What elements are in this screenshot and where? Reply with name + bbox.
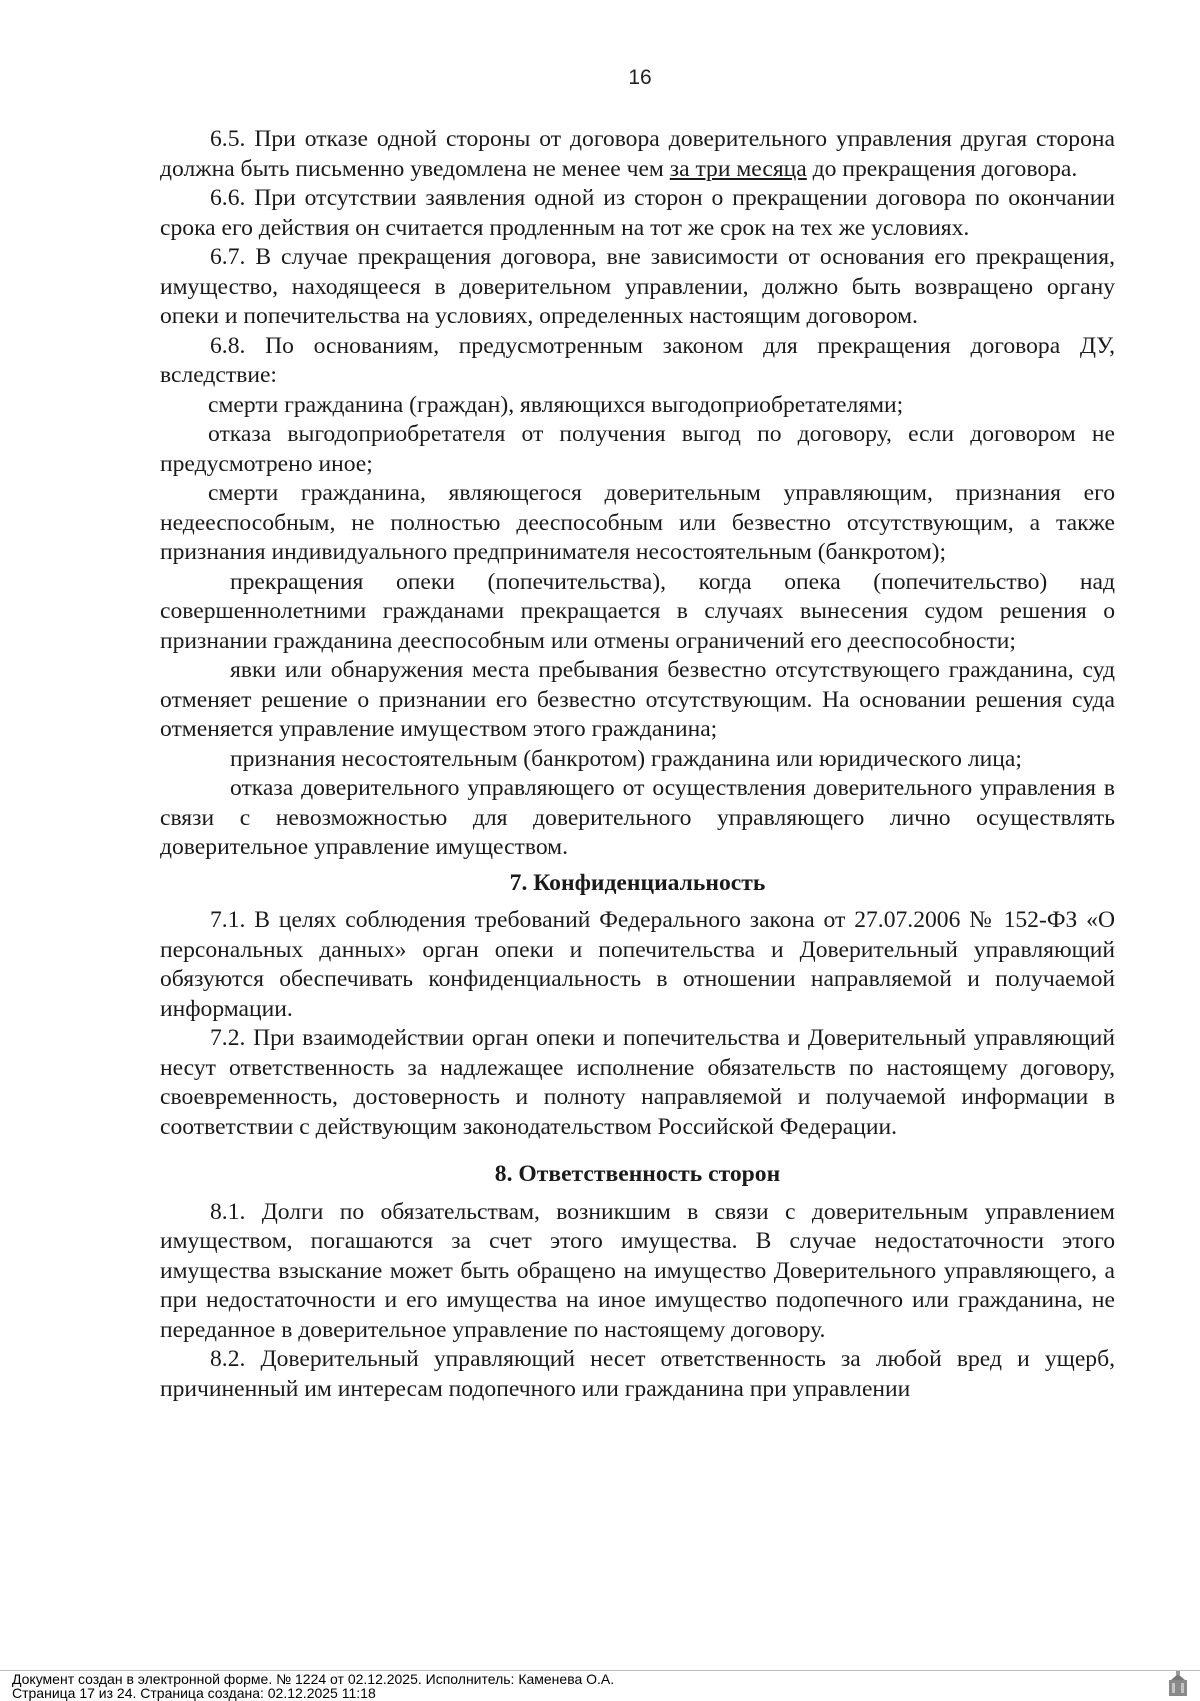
paragraph-6-7: 6.7. В случае прекращения договора, вне зависимости от основания его прекращения, имущество, находящееся в доверительном управлении, должно быть возвращено органу опеки и попечительства на условиях, определенных настоящим договором. [160, 244, 1115, 329]
document-footer [0, 1670, 1200, 1699]
paragraph-6-5-text: 6.5. При отказе одной стороны от договора доверительного управления другая сторона должна быть письменно уведомлена не менее чем [160, 126, 1115, 182]
paragraph-6-5 [160, 125, 1115, 184]
list-item: смерти гражданина (граждан), являющихся выгодоприобретателями; [208, 391, 904, 418]
paragraph-6-5-tail: до прекращения договора. [806, 155, 1078, 182]
paragraph-8-1: 8.1. Долги по обязательствам, возникшим в связи с доверительным управлением имуществом, погашаются за счет этого имущества. В случае недостаточности этого имущества взыскание может быть обращено на имущество Доверительного управляющего, а при недостаточности и его имущества на иное имущество подопечного или гражданина, не переданное в доверительное управление по настоящему договору. [160, 1198, 1115, 1343]
underlined-term: за три месяца [669, 155, 807, 182]
page-number: 16 [628, 66, 652, 89]
list-item: прекращения опеки (попечительства), когда опека (попечительство) над совершеннолетними гражданами прекращается в случаях вынесения судом решения о признании гражданина дееспособным или отмены ограничений его дееспособности; [160, 568, 1115, 654]
footer-text [12, 1672, 614, 1700]
paragraph-6-6: 6.6. При отсутствии заявления одной из сторон о прекращении договора по окончании срока его действия он считается продленным на тот же срок на тех же условиях. [160, 185, 1115, 241]
footer-line-1: Документ создан в электронной форме. № 1224 от 02.12.2025. Исполнитель: Каменева О.А. [12, 1671, 615, 1687]
section-heading-liability: 8. Ответственность сторон [494, 1161, 781, 1187]
paragraph-8-2: 8.2. Доверительный управляющий несет ответственность за любой вред и ущерб, причиненный им интересам подопечного или гражданина при управлении [160, 1346, 1115, 1402]
list-item: отказа выгодоприобретателя от получения выгод по договору, если договором не предусмотрено иное; [160, 421, 1115, 477]
paragraph-6-8: 6.8. По основаниям, предусмотренным законом для прекращения договора ДУ, вследствие: [160, 332, 1115, 388]
list-item: явки или обнаружения места пребывания безвестно отсутствующего гражданина, суд отменяет решение о признании его безвестно отсутствующим. На основании решения суда отменяется управление имуществом этого гражданина; [160, 657, 1115, 742]
paragraph-7-1: 7.1. В целях соблюдения требований Федерального закона от 27.07.2006 № 152-ФЗ «О персональных данных» орган опеки и попечительства и Доверительный управляющий обязуются обеспечивать конфиденциальность в отношении направляемой и получаемой информации. [160, 907, 1115, 1022]
list-item: смерти гражданина, являющегося доверительным управляющим, признания его недееспособным, не полностью дееспособным или безвестно отсутствующим, а также признания индивидуального предпринимателя несостоятельным (банкротом); [160, 480, 1115, 565]
paragraph-7-2: 7.2. При взаимодействии орган опеки и попечительства и Доверительный управляющий несут ответственность за надлежащее исполнение обязательств по настоящему договору, своевременность, достоверность и полноту направляемой и получаемой информации в соответствии с действующим законодательством Российской Федерации. [160, 1025, 1115, 1140]
document-body [160, 125, 1115, 1404]
section-heading-confidentiality: 7. Конфиденциальность [509, 869, 766, 896]
footer-line-2: Страница 17 из 24. Страница создана: 02.12.2025 11:18 [12, 1685, 376, 1701]
coat-of-arms-icon [1166, 1671, 1190, 1697]
list-item: отказа доверительного управляющего от осуществления доверительного управления в связи с невозможностью для доверительного управляющего лично осуществлять доверительное управление имуществом. [160, 775, 1115, 860]
list-item: признания несостоятельным (банкротом) гражданина или юридического лица; [230, 745, 1022, 772]
